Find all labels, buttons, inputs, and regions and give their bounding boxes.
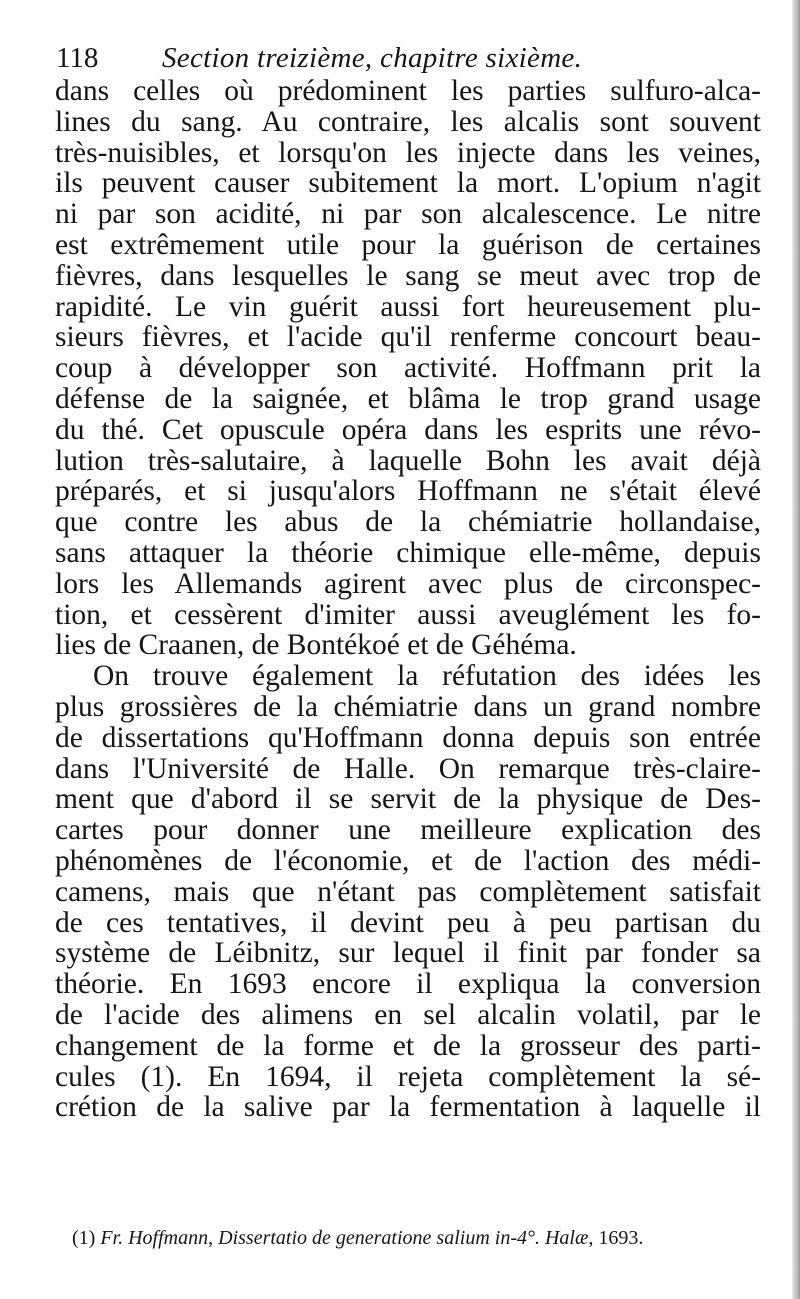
text-line: dans l'Université de Halle. On remarque très-claire- <box>55 752 761 785</box>
text-line: plus grossières de la chémiatrie dans un grand nombre <box>55 690 761 723</box>
text-line: ni par son acidité, ni par son alcalescence. Le nitre <box>55 198 761 231</box>
text-line: fièvres, dans lesquelles le sang se meut avec trop de <box>55 259 761 292</box>
text-line: de l'acide des alimens en sel alcalin volatil, par le <box>55 998 761 1031</box>
text-line: tion, et cessèrent d'imiter aussi aveuglément les fo- <box>55 598 761 631</box>
text-line: ment que d'abord il se servit de la physique de Des- <box>55 783 761 816</box>
text-line: que contre les abus de la chémiatrie hollandaise, <box>55 506 761 539</box>
footnote-marker: (1) <box>72 1227 96 1249</box>
footnote-year: 1693. <box>598 1227 644 1249</box>
text-line: crétion de la salive par la fermentation à laquelle il <box>55 1091 761 1124</box>
text-line: théorie. En 1693 encore il expliqua la conversion <box>55 968 761 1001</box>
text-line-paragraph-start: On trouve également la réfutation des idées les <box>93 660 761 693</box>
text-line: lines du sang. Au contraire, les alcalis sont souvent <box>55 105 761 138</box>
page-number: 118 <box>56 42 99 74</box>
footnote-format: in-4°. <box>494 1227 540 1249</box>
footnote-place: Halæ <box>544 1227 589 1249</box>
text-line: dans celles où prédominent les parties sulfuro-alca- <box>55 75 761 107</box>
text-line: système de Léibnitz, sur lequel il finit par fonder sa <box>55 937 761 970</box>
text-line: très-nuisibles, et lorsqu'on les injecte dans les veines, <box>55 136 761 169</box>
text-line: est extrêmement utile pour la guérison de certaines <box>55 228 761 261</box>
text-line: sieurs fièvres, et l'acide qu'il renferme concourt beau- <box>55 321 761 354</box>
footnote: (1) Fr. Hoffmann, Dissertatio de generatione salium in-4°. Halæ, 1693. <box>72 1227 644 1249</box>
body-text <box>55 76 761 1123</box>
text-line: coup à développer son activité. Hoffmann prit la <box>55 352 761 385</box>
text-line: du thé. Cet opuscule opéra dans les esprits une révo- <box>55 413 761 446</box>
text-line: changement de la forme et de la grosseur des parti- <box>55 1029 761 1062</box>
chapter-title: Section treizième, chapitre sixième. <box>162 42 583 74</box>
text-line: cules (1). En 1694, il rejeta complètement la sé- <box>55 1060 761 1093</box>
text-line: de dissertations qu'Hoffmann donna depuis son entrée <box>55 721 761 754</box>
text-line: cartes pour donner une meilleure explication des <box>55 814 761 847</box>
text-line: de ces tentatives, il devint peu à peu partisan du <box>55 906 761 939</box>
text-line: phénomènes de l'économie, et de l'action des médi- <box>55 844 761 877</box>
text-line: lors les Allemands agirent avec plus de circonspec- <box>55 567 761 600</box>
running-head <box>56 38 746 78</box>
text-line: sans attaquer la théorie chimique elle-même, depuis <box>55 536 761 569</box>
text-line: camens, mais que n'étant pas complètement satisfait <box>55 875 761 908</box>
page-edge-shadow <box>792 0 800 1299</box>
text-line: rapidité. Le vin guérit aussi fort heureusement plu- <box>55 290 761 323</box>
text-line: lution très-salutaire, à laquelle Bohn les avait déjà <box>55 444 761 477</box>
text-line-paragraph-end: lies de Craanen, de Bontékoé et de Géhéma. <box>55 629 577 662</box>
footnote-title: Dissertatio de generatione salium <box>218 1227 490 1249</box>
text-line: ils peuvent causer subitement la mort. L'opium n'agit <box>55 167 761 200</box>
text-line: défense de la saignée, et blâma le trop grand usage <box>55 382 761 415</box>
text-line: préparés, et si jusqu'alors Hoffmann ne s'était élevé <box>55 475 761 508</box>
footnote-author: Fr. Hoffmann <box>100 1227 209 1249</box>
